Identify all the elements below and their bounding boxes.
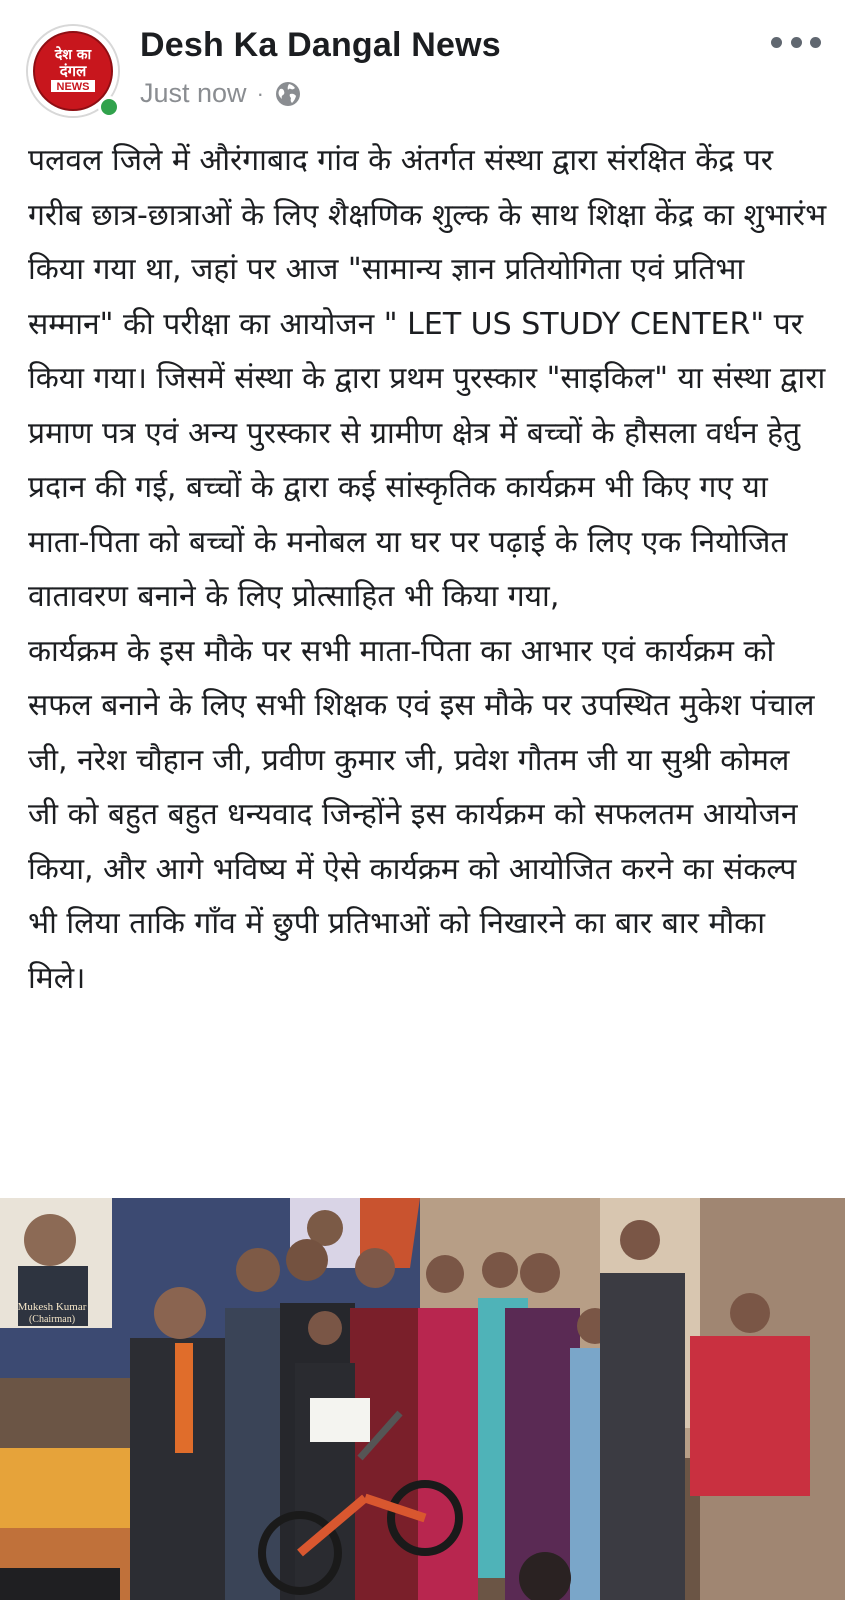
- group-photo-icon: [0, 1198, 845, 1600]
- logo-line2: दंगल: [59, 62, 87, 80]
- more-horizontal-icon: [771, 37, 782, 48]
- post-photo[interactable]: [0, 1198, 845, 1600]
- poster-name-line2: (Chairman): [28, 1314, 76, 1325]
- poster-name-line1: Mukesh Kumar: [17, 1301, 87, 1313]
- post-header: [0, 0, 845, 118]
- logo-line3: NEWS: [56, 81, 90, 93]
- post-meta: [140, 78, 302, 109]
- globe-icon[interactable]: [274, 80, 302, 108]
- meta-separator: ·: [256, 80, 264, 106]
- online-status-dot: [98, 96, 120, 118]
- post-timestamp[interactable]: Just now: [140, 78, 247, 108]
- post-body-text: पलवल जिले में औरंगाबाद गांव के अंतर्गत संस्था द्वारा संरक्षित केंद्र पर गरीब छात्र-छात्राओं के लिए शैक्षणिक शुल्क के साथ शिक्षा केंद्र का शुभारंभ किया गया था, जहां पर आज "सामान्य ज्ञान प्रतियोगिता एवं प्रतिभा सम्मान" की परीक्षा का आयोजन " LET US STUDY CENTER" पर किया गया। जिसमें संस्था के द्वारा प्रथम पुरस्कार "साइकिल" या संस्था द्वारा प्रमाण पत्र एवं अन्य पुरस्कार से ग्रामीण क्षेत्र में बच्चों के हौसला वर्धन हेतु प्रदान की गई, बच्चों के द्वारा कई सांस्कृतिक कार्यक्रम भी किए गए या माता-पिता को बच्चों के मनोबल या घर पर पढ़ाई के लिए एक नियोजित वातावरण बनाने के लिए प्रोत्साहित भी किया गया, कार्यक्रम के इस मौके पर सभी माता-पिता का आभार एवं कार्यक्रम को सफल बनाने के लिए सभी शिक्षक एवं इस मौके पर उपस्थित मुकेश पंचाल जी, नरेश चौहान जी, प्रवीण कुमार जी, प्रवेश गौतम जी या सुश्री कोमल जी को बहुत बहुत धन्यवाद जिन्होंने इस कार्यक्रम को सफलतम आयोजन किया, और आगे भविष्य में ऐसे कार्यक्रम को आयोजित करने का संकल्प भी लिया ताकि गाँव में छुपी प्रतिभाओं को निखारने का बार बार मौका मिले।: [28, 143, 827, 996]
- page-avatar[interactable]: [26, 24, 120, 118]
- logo-line1: देश का: [54, 47, 92, 63]
- more-options-button[interactable]: [771, 30, 821, 54]
- page-name[interactable]: Desh Ka Dangal News: [140, 26, 501, 64]
